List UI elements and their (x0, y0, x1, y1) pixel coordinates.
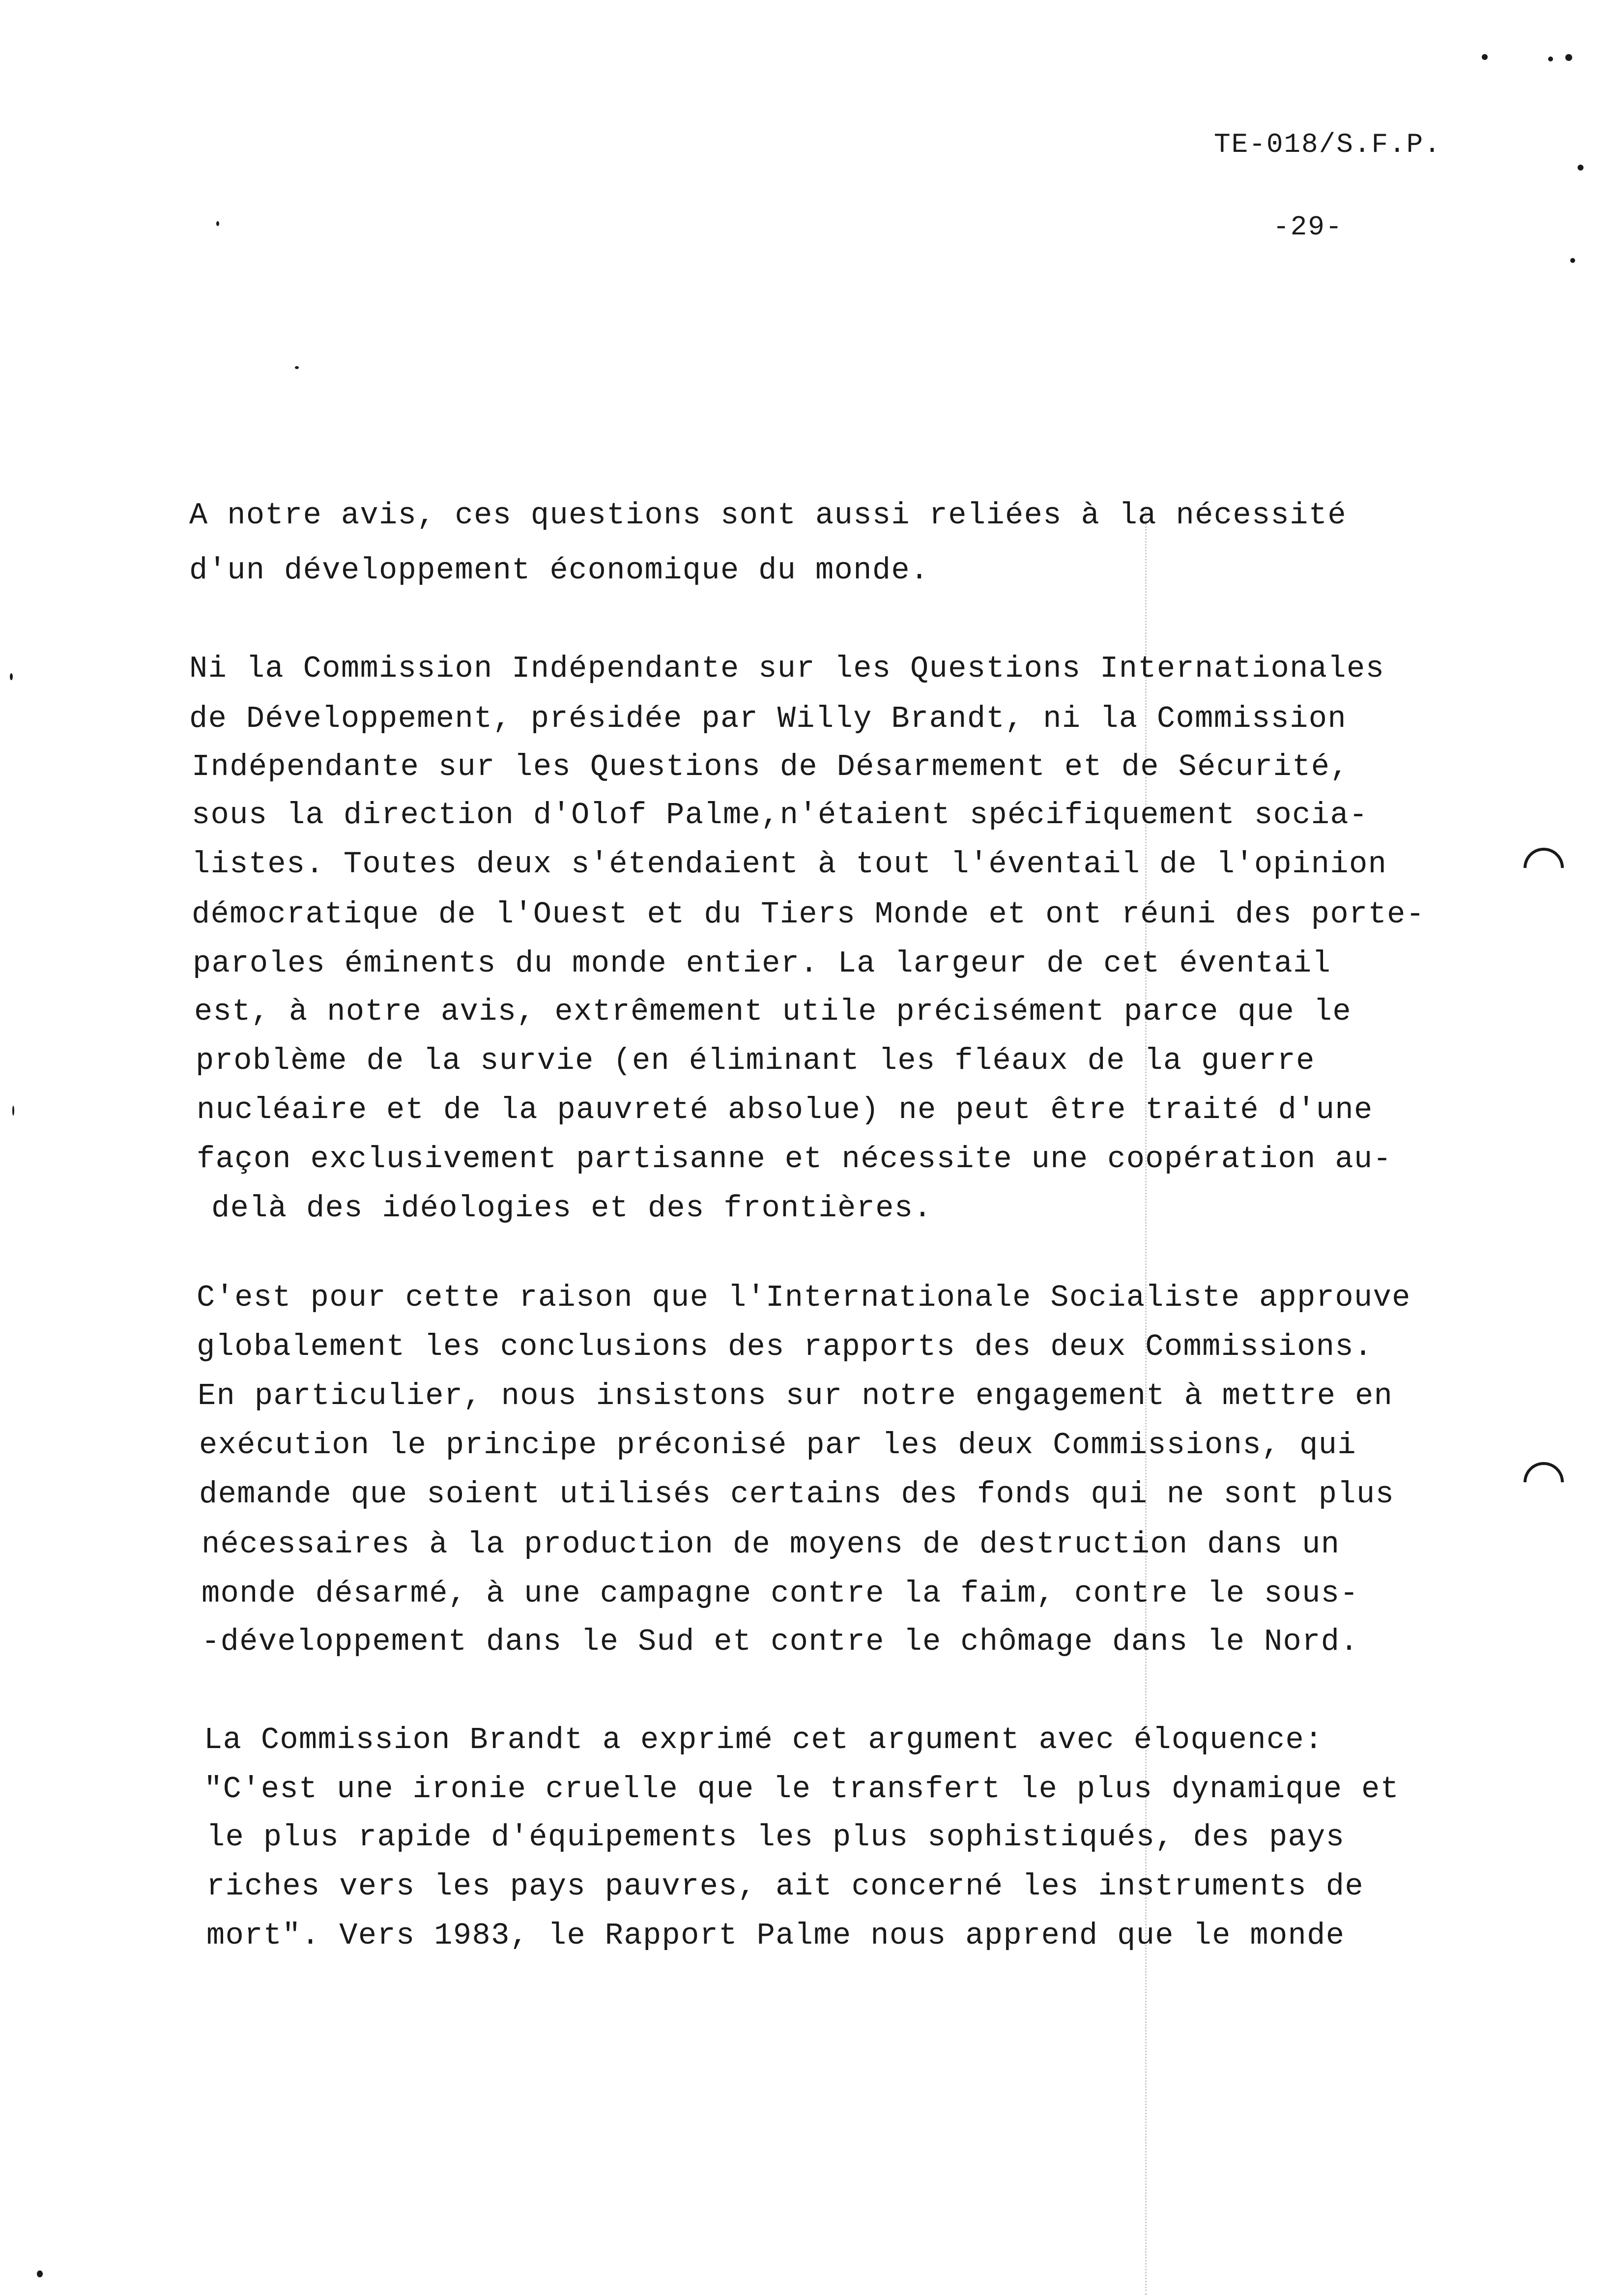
text-line: exécution le principe préconisé par les deux Commissions, qui (199, 1428, 1356, 1463)
scan-speck (295, 366, 299, 369)
text-line: demande que soient utilisés certains des fonds qui ne sont plus (199, 1477, 1395, 1512)
text-line: listes. Toutes deux s'étendaient à tout l'éventail de l'opinion (192, 847, 1387, 882)
scan-speck (12, 1106, 14, 1116)
scan-speck (37, 2270, 43, 2277)
text-line: Ni la Commission Indépendante sur les Questions Internationales (189, 651, 1385, 686)
scan-speck (10, 673, 13, 680)
text-line: delà des idéologies et des frontières. (211, 1191, 933, 1226)
text-line: La Commission Brandt a exprimé cet argument avec éloquence: (204, 1722, 1324, 1757)
text-line: "C'est une ironie cruelle que le transfert le plus dynamique et (204, 1772, 1400, 1807)
margin-arc-mark (1515, 839, 1572, 896)
text-line: mort". Vers 1983, le Rapport Palme nous apprend que le monde (206, 1918, 1345, 1953)
text-line: A notre avis, ces questions sont aussi reliées à la nécessité (189, 498, 1347, 533)
text-line: Indépendante sur les Questions de Désarmement et de Sécurité, (192, 749, 1349, 784)
page-number: -29- (1273, 211, 1343, 243)
text-line: globalement les conclusions des rapports des deux Commissions. (197, 1329, 1373, 1364)
document-reference: TE-018/S.F.P. (1214, 129, 1441, 160)
margin-arc-mark (1515, 1454, 1572, 1511)
text-line: sous la direction d'Olof Palme,n'étaient spécifiquement socia- (192, 798, 1368, 832)
text-line: monde désarmé, à une campagne contre la faim, contre le sous- (202, 1576, 1359, 1611)
text-line: nécessaires à la production de moyens de destruction dans un (202, 1527, 1340, 1562)
scan-speck (1548, 57, 1553, 61)
scan-speck (216, 221, 219, 226)
scan-speck (1482, 54, 1488, 60)
text-line: nucléaire et de la pauvreté absolue) ne peut être traité d'une (197, 1092, 1373, 1127)
text-line: paroles éminents du monde entier. La largeur de cet éventail (193, 946, 1331, 981)
scan-speck (1565, 54, 1572, 61)
text-line: d'un développement économique du monde. (189, 553, 929, 588)
text-line: -développement dans le Sud et contre le chômage dans le Nord. (202, 1624, 1359, 1659)
text-line: le plus rapide d'équipements les plus sophistiqués, des pays (206, 1820, 1345, 1855)
scan-speck (1570, 258, 1575, 263)
text-line: En particulier, nous insistons sur notre engagement à mettre en (198, 1378, 1393, 1413)
text-line: problème de la survie (en éliminant les fléaux de la guerre (196, 1043, 1315, 1078)
text-line: de Développement, présidée par Willy Brandt, ni la Commission (189, 701, 1347, 736)
text-line: riches vers les pays pauvres, ait concerné les instruments de (206, 1869, 1364, 1904)
text-line: est, à notre avis, extrêmement utile précisément parce que le (194, 994, 1352, 1029)
text-line: façon exclusivement partisanne et nécessite une coopération au- (197, 1142, 1392, 1177)
text-line: C'est pour cette raison que l'Internationale Socialiste approuve (197, 1280, 1411, 1315)
scan-speck (1578, 165, 1583, 171)
text-line: démocratique de l'Ouest et du Tiers Monde et ont réuni des porte- (192, 897, 1425, 932)
